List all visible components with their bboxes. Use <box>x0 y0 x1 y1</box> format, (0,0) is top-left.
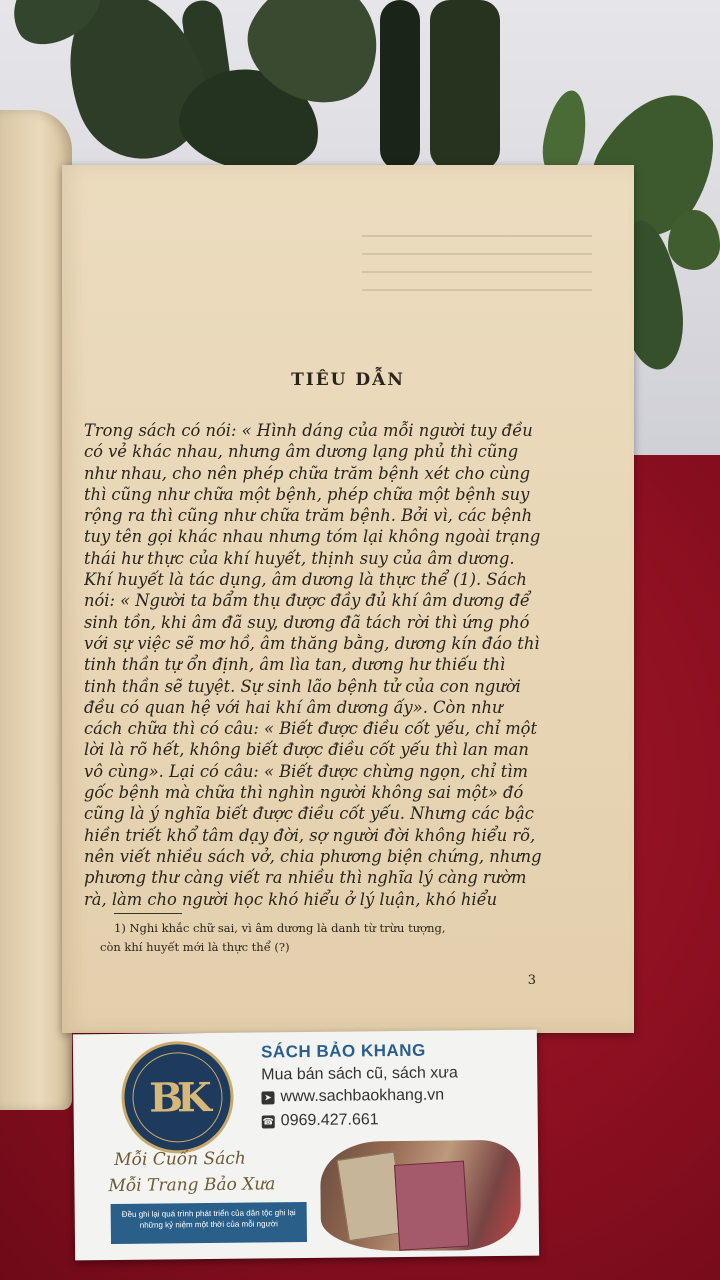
shop-name: SÁCH BẢO KHANG <box>260 1040 426 1062</box>
page-number: 3 <box>527 973 536 988</box>
body-line: tinh thần sẽ tuyệt. Sự sinh lão bệnh tử của con người <box>84 676 521 696</box>
business-card <box>73 1030 539 1261</box>
phone-icon: ☎ <box>262 1115 275 1128</box>
body-line: lời là rõ hết, không biết được điều cốt yếu thì lan man <box>84 740 529 760</box>
body-line: rộng ra thì cũng như chữa trăm bệnh. Bởi vì, các bệnh <box>84 506 533 526</box>
script-line-2: Mỗi Trang Bảo Xưa <box>108 1174 276 1197</box>
body-line: Trong sách có nói: « Hình dáng của mỗi người tuy đều <box>84 421 533 440</box>
shop-tagline: Mua bán sách cũ, sách xưa <box>261 1064 458 1084</box>
footnote-line: còn khí huyết mới là thực thể (?) <box>100 940 290 954</box>
body-line: cũng là ý nghĩa biết được điều cốt yếu. Nhưng các bậc <box>84 804 534 824</box>
body-line: tuy tên gọi khác nhau nhưng tóm lại không ngoài trạng <box>84 527 541 547</box>
script-line-1: Mỗi Cuốn Sách <box>114 1148 246 1171</box>
body-line: đều có quan hệ với hai khí âm dương ấy». Còn như <box>84 697 503 717</box>
body-line: hiền triết khổ tâm dạy đời, sợ người đời không hiểu rõ, <box>84 825 536 845</box>
body-line: Khí huyết là tác dụng, âm dương là thực thể (1). Sách <box>84 570 527 590</box>
footnote-rule <box>114 913 182 914</box>
body-line: như nhau, cho nên phép chữa trăm bệnh xét cho cùng <box>84 463 531 483</box>
phone-row <box>262 1111 379 1130</box>
photo-book-2 <box>394 1161 469 1251</box>
body-line: thái hư thực của khí huyết, thịnh suy của âm dương. <box>84 548 515 568</box>
body-line: rà, làm cho người học khó hiểu ở lý luận, khó hiểu <box>84 889 498 909</box>
logo-seal <box>121 1041 234 1154</box>
logo-monogram: BK <box>148 1073 207 1122</box>
body-line: nói: « Người ta bẩm thụ được đầy đủ khí âm dương để <box>84 591 530 611</box>
website-text: www.sachbaokhang.vn <box>280 1086 445 1106</box>
page-body <box>84 420 612 910</box>
cursor-icon: ➤ <box>261 1091 274 1104</box>
bleed-through-text <box>362 235 592 295</box>
body-line: phương thư càng viết ra nhiều thì nghĩa lý càng rườm <box>84 868 527 888</box>
page-title: TIÊU DẪN <box>291 370 405 390</box>
body-line: cách chữa thì có câu: « Biết được điều cốt yếu, chỉ một <box>84 719 538 739</box>
footnote-line: 1) Nghi khắc chữ sai, vì âm dương là danh từ trừu tượng, <box>114 921 446 935</box>
body-line: thì cũng như chữa một bệnh, phép chữa một bệnh suy <box>84 484 530 504</box>
body-line: với sự việc sẽ mơ hồ, âm thăng bằng, dương kín đáo thì <box>84 633 540 653</box>
phone-text: 0969.427.661 <box>280 1111 379 1130</box>
body-line: vô cùng». Lại có câu: « Biết được chừng ngọn, chỉ tìm <box>84 761 528 781</box>
body-line: nên viết nhiều sách vở, chia phương biện chứng, nhưng <box>84 846 542 866</box>
slogan-band: Đều ghi lại quá trình phát triển của dân tộc ghi lại những kỷ niệm một thời của mỗi người <box>111 1202 307 1244</box>
body-line: gốc bệnh mà chữa thì nghìn người không sai một» đó <box>84 783 524 803</box>
book-page <box>62 165 634 1033</box>
body-line: sinh tồn, khi âm đã suy, dương đã tách rời thì ứng phó <box>84 612 530 632</box>
footnote <box>100 919 600 957</box>
body-line: có vẻ khác nhau, nhưng âm dương lạng phủ thì cũng <box>84 442 519 462</box>
body-line: tinh thần tự ổn định, âm lìa tan, dương hư thiếu thì <box>84 655 506 675</box>
website-row <box>261 1087 444 1107</box>
